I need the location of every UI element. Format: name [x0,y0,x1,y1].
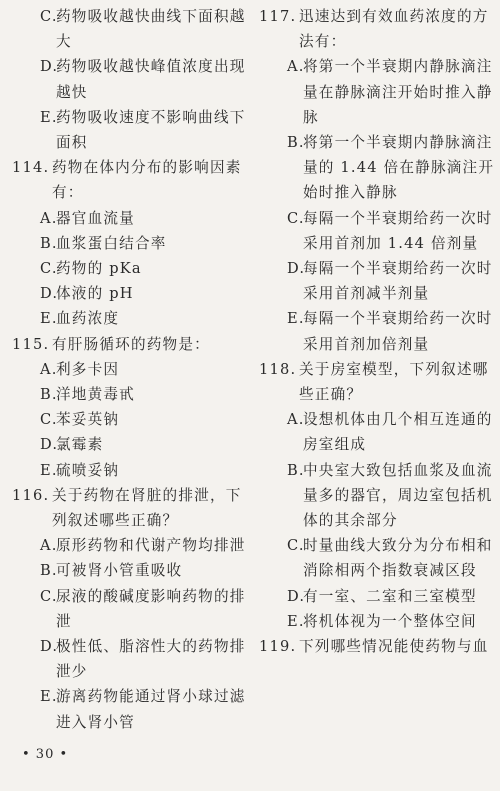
option-118-d [259,584,497,609]
option-letter: A. [40,209,58,227]
option-115-e [12,458,250,483]
option-letter: D. [40,638,59,656]
option-letter: B. [40,234,58,252]
question-number: 118. [259,360,297,378]
option-text: 可被肾小管重吸收 [56,562,183,580]
question-text: 迅速达到有效血药浓度的方法有： [299,8,489,51]
option-text: 时量曲线大致分为分布相和消除相两个指数衰减区段 [303,537,493,580]
option-114-d [12,281,250,306]
option-117-c [259,206,497,256]
question-number: 116. [12,486,50,504]
option-114-b [12,231,250,256]
option-text: 药物吸收速度不影响曲线下面积 [56,108,246,152]
option-118-e [259,609,497,634]
option-letter: D. [40,58,59,76]
option-114-e [12,306,250,331]
option-letter: B. [40,562,58,580]
option-letter: E. [40,688,58,706]
option-letter: A. [40,360,58,378]
question-stem [259,357,497,407]
question-stem [12,155,250,205]
option-letter: A. [287,58,305,76]
option-text: 血药浓度 [56,310,120,328]
option-text: 游离药物能通过肾小球过滤进入肾小管 [56,688,246,731]
option-text: 硫喷妥钠 [56,461,120,479]
option-letter: C. [40,260,58,278]
option-117-e [259,306,497,356]
option-117-d [259,256,497,306]
option-letter: E. [40,461,58,479]
question-116 [12,483,250,735]
option-116-b [12,558,250,583]
question-number: 115. [12,335,50,353]
option-text: 将第一个半衰期内静脉滴注量的 1.44 倍在静脉滴注开始时推入静脉 [303,134,495,202]
option-text: 每隔一个半衰期给药一次时采用首剂减半剂量 [303,260,493,303]
option-118-b [259,458,497,534]
option-letter: C. [40,411,58,429]
option-116-e [12,684,250,734]
option-116-c [12,584,250,634]
option-text: 中央室大致包括血浆及血流量多的器官，周边室包括机体的其余部分 [303,461,493,530]
question-text: 有肝肠循环的药物是： [52,335,210,353]
option-117-b [259,130,497,206]
option-letter: D. [287,587,306,605]
option-text: 设想机体由几个相互连通的房室组成 [303,411,493,454]
option-text: 药物吸收越快曲线下面积越大 [56,8,246,51]
question-117 [259,4,497,357]
option-116-d [12,634,250,684]
option-letter: B. [287,134,305,152]
option-letter: D. [287,260,306,278]
option-letter: C. [287,209,305,227]
option-text: 体液的 pH [56,285,134,303]
question-stem [12,483,250,533]
question-text: 关于房室模型，下列叙述哪些正确？ [299,360,489,404]
question-number: 117. [259,8,297,25]
option-letter: A. [40,537,58,555]
option-letter: E. [287,310,305,328]
option-letter: B. [40,386,58,404]
option-letter: D. [40,436,59,454]
option-letter: B. [287,461,305,479]
option-letter: A. [287,411,305,429]
option-text: 利多卡因 [56,360,120,378]
option-letter: E. [40,310,58,328]
question-stem [259,634,497,659]
option-115-a [12,357,250,382]
option-letter: D. [40,285,59,303]
question-text: 关于药物在肾脏的排泄，下列叙述哪些正确？ [52,486,242,530]
option-118-c [259,533,497,583]
option-letter: C. [40,8,58,25]
question-text: 药物在体内分布的影响因素有： [52,159,242,202]
question-114 [12,155,250,331]
option-text: 药物吸收越快峰值浓度出现越快 [56,58,246,101]
option-114-a [12,206,250,231]
option-letter: C. [40,587,58,605]
question-119 [259,634,497,659]
option-text: 将第一个半衰期内静脉滴注量在静脉滴注开始时推入静脉 [303,58,493,126]
option-letter: E. [40,108,58,126]
question-stem [12,332,250,357]
option-113-d [12,54,250,104]
question-number: 114. [12,159,50,177]
option-text: 苯妥英钠 [56,411,120,429]
question-115 [12,332,250,483]
option-text: 极性低、脂溶性大的药物排泄少 [56,638,246,681]
option-text: 将机体视为一个整体空间 [303,612,477,630]
option-113-e [12,105,250,155]
question-stem [259,4,497,54]
option-text: 洋地黄毒甙 [56,386,135,404]
option-116-a [12,533,250,558]
option-text: 氯霉素 [56,436,104,454]
question-118 [259,357,497,634]
option-letter: C. [287,537,305,555]
option-113-c [12,4,250,54]
option-117-a [259,54,497,130]
option-118-a [259,407,497,457]
left-column [12,4,250,735]
right-column [259,4,497,659]
option-text: 器官血流量 [56,209,135,227]
question-number: 119. [259,638,297,656]
option-text: 有一室、二室和三室模型 [303,587,477,605]
option-text: 血浆蛋白结合率 [56,234,167,252]
question-113-continued [12,4,250,155]
question-text: 下列哪些情况能使药物与血 [299,638,489,656]
option-text: 原形药物和代谢产物均排泄 [56,537,246,555]
option-115-d [12,432,250,457]
option-text: 每隔一个半衰期给药一次时采用首剂加 1.44 倍剂量 [303,209,493,252]
option-letter: E. [287,612,305,630]
option-text: 药物的 pKa [56,260,142,278]
option-115-b [12,382,250,407]
option-115-c [12,407,250,432]
option-text: 尿液的酸碱度影响药物的排泄 [56,587,246,630]
option-text: 每隔一个半衰期给药一次时采用首剂加倍剂量 [303,310,493,353]
option-114-c [12,256,250,281]
page-number: • 30 • [22,747,69,762]
